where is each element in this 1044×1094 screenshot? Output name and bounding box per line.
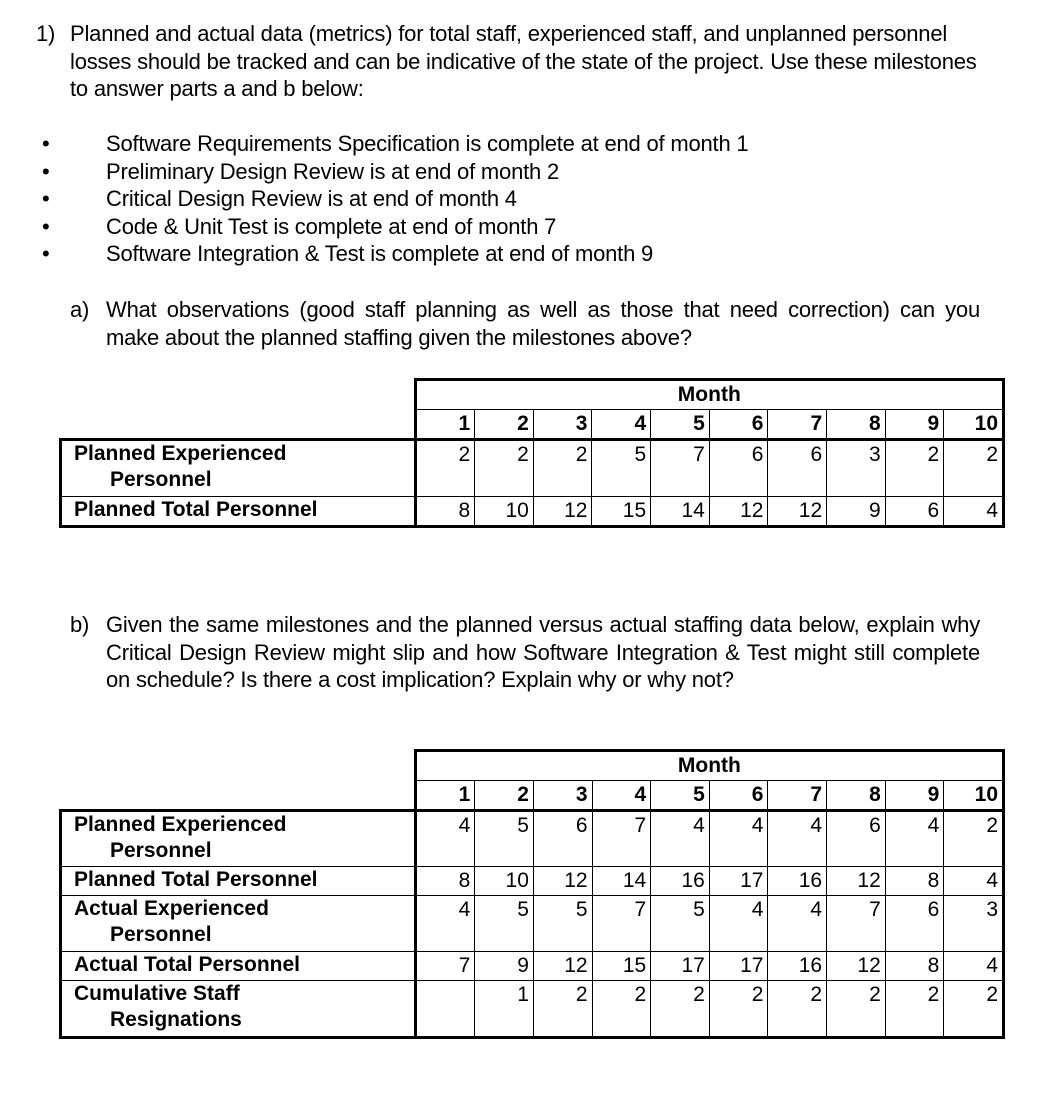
bullet-icon: •: [42, 213, 50, 239]
month-number: 8: [827, 410, 886, 440]
table-cell: 4: [415, 896, 475, 952]
table-cell: 2: [944, 811, 1004, 867]
table-cell: 8: [885, 867, 944, 896]
bullet-icon: •: [42, 131, 50, 156]
table-cell: 5: [592, 440, 651, 497]
month-number: 3: [533, 781, 592, 811]
table-cell: 14: [592, 867, 651, 896]
milestone-item: • Preliminary Design Review is at end of month 2: [42, 158, 560, 184]
table-cell: 5: [475, 896, 534, 952]
milestone-item: • Code & Unit Test is complete at end of month 7: [42, 213, 557, 239]
table-cell: 12: [768, 497, 827, 527]
table-cell: 2: [533, 440, 592, 497]
row-label: Planned Total Personnel: [61, 867, 416, 896]
month-number: 8: [827, 781, 886, 811]
milestone-item: • Software Integration & Test is complete at end of month 9: [42, 241, 654, 266]
table-cell: 6: [885, 896, 944, 952]
table-cell: 5: [533, 896, 592, 952]
table-cell: 1: [475, 981, 534, 1038]
table-cell: 16: [768, 867, 827, 896]
table-cell: 2: [592, 981, 651, 1038]
table-cell: 4: [944, 497, 1004, 527]
table-cell: 2: [533, 981, 592, 1038]
table-cell: 2: [709, 981, 768, 1038]
table-cell: [415, 981, 475, 1038]
row-label: Cumulative Staff Resignations: [61, 981, 416, 1038]
table-cell: 14: [651, 497, 710, 527]
table-cell: 2: [885, 440, 944, 497]
table-cell: 6: [885, 497, 944, 527]
planned-staffing-table: [59, 378, 1005, 528]
table-cell: 15: [592, 497, 651, 527]
table-cell: 4: [768, 811, 827, 867]
table-cell: 12: [533, 867, 592, 896]
table-cell: 8: [885, 952, 944, 981]
milestone-list: [36, 130, 748, 268]
bullet-icon: •: [42, 158, 50, 184]
month-number: 7: [768, 410, 827, 440]
part-b-label: b): [70, 612, 90, 637]
month-number: 2: [475, 410, 534, 440]
month-number: 6: [709, 781, 768, 811]
table-cell: 4: [709, 811, 768, 867]
table-row: [61, 952, 1004, 981]
table-cell: 9: [827, 497, 886, 527]
month-header: Month: [415, 380, 1003, 410]
table-cell: 2: [827, 981, 886, 1038]
table-cell: 6: [533, 811, 592, 867]
table-cell: 2: [944, 440, 1004, 497]
table-cell: 7: [592, 896, 651, 952]
table-cell: 8: [415, 867, 475, 896]
table-cell: 4: [651, 811, 710, 867]
table-cell: 5: [475, 811, 534, 867]
table-cell: 4: [944, 952, 1004, 981]
table-row: [61, 497, 1004, 527]
month-header: Month: [415, 751, 1003, 781]
table-cell: 3: [944, 896, 1004, 952]
table-cell: 7: [651, 440, 710, 497]
question-1: [36, 20, 996, 103]
row-label: Planned Experienced Personnel: [61, 811, 416, 867]
planned-vs-actual-table: [59, 749, 1005, 1039]
month-number: 1: [415, 410, 475, 440]
row-label: Actual Total Personnel: [61, 952, 416, 981]
table-row: [61, 867, 1004, 896]
question-number: 1): [36, 21, 56, 46]
part-a-label: a): [70, 297, 90, 322]
table-cell: 2: [768, 981, 827, 1038]
month-number: 5: [651, 781, 710, 811]
table-cell: 12: [533, 497, 592, 527]
milestone-item: • Critical Design Review is at end of month 4: [42, 186, 517, 211]
bullet-icon: •: [42, 241, 50, 266]
table-cell: 2: [885, 981, 944, 1038]
table-cell: 4: [768, 896, 827, 952]
table-cell: 17: [709, 952, 768, 981]
table-cell: 15: [592, 952, 651, 981]
part-a-question: [70, 296, 980, 351]
table-cell: 17: [709, 867, 768, 896]
row-label: Actual Experienced Personnel: [61, 896, 416, 952]
table-cell: 7: [415, 952, 475, 981]
row-label: Planned Experienced Personnel: [61, 440, 416, 497]
table-cell: 5: [651, 896, 710, 952]
table-row: [61, 981, 1004, 1038]
month-number: 4: [592, 410, 651, 440]
row-label: Planned Total Personnel: [61, 497, 416, 527]
month-number: 2: [475, 781, 534, 811]
month-number: 9: [885, 410, 944, 440]
table-cell: 10: [475, 497, 534, 527]
table-cell: 2: [944, 981, 1004, 1038]
table-cell: 8: [415, 497, 475, 527]
month-number: 5: [651, 410, 710, 440]
table-cell: 2: [651, 981, 710, 1038]
table-cell: 6: [768, 440, 827, 497]
milestone-item: • Software Requirements Specification is complete at end of month 1: [42, 131, 749, 156]
month-number: 10: [944, 781, 1004, 811]
part-b-text: Given the same milestones and the planned versus actual staffing data below, explain why Critical Design Review might slip and how Software Integration & Test might still complete on schedule? Is there a cost implication? Explain why or why not?: [106, 612, 980, 692]
bullet-icon: •: [42, 186, 50, 211]
table-row: [61, 811, 1004, 867]
table-cell: 2: [475, 440, 534, 497]
month-number: 1: [415, 781, 475, 811]
part-b-question: [70, 611, 980, 694]
table-cell: 9: [475, 952, 534, 981]
table-cell: 4: [944, 867, 1004, 896]
table-cell: 12: [827, 952, 886, 981]
table-row: [61, 440, 1004, 497]
table-cell: 12: [533, 952, 592, 981]
table-cell: 17: [651, 952, 710, 981]
month-number: 10: [944, 410, 1004, 440]
table-cell: 12: [827, 867, 886, 896]
part-a-text: What observations (good staff planning as well as those that need correction) can you make about the planned staffing given the milestones above?: [106, 297, 980, 350]
table-cell: 16: [768, 952, 827, 981]
table-cell: 6: [827, 811, 886, 867]
question-intro: Planned and actual data (metrics) for total staff, experienced staff, and unplanned personnel losses should be tracked and can be indicative of the state of the project. Use these milestones to answer parts a and b below:: [70, 21, 977, 101]
month-number: 3: [533, 410, 592, 440]
table-cell: 4: [709, 896, 768, 952]
table-cell: 12: [709, 497, 768, 527]
table-cell: 3: [827, 440, 886, 497]
month-number: 9: [885, 781, 944, 811]
table-cell: 4: [885, 811, 944, 867]
table-cell: 7: [827, 896, 886, 952]
table-cell: 6: [709, 440, 768, 497]
table-cell: 2: [415, 440, 475, 497]
month-number: 7: [768, 781, 827, 811]
table-row: [61, 896, 1004, 952]
month-number: 6: [709, 410, 768, 440]
table-cell: 10: [475, 867, 534, 896]
table-cell: 16: [651, 867, 710, 896]
table-cell: 4: [415, 811, 475, 867]
table-cell: 7: [592, 811, 651, 867]
month-number: 4: [592, 781, 651, 811]
